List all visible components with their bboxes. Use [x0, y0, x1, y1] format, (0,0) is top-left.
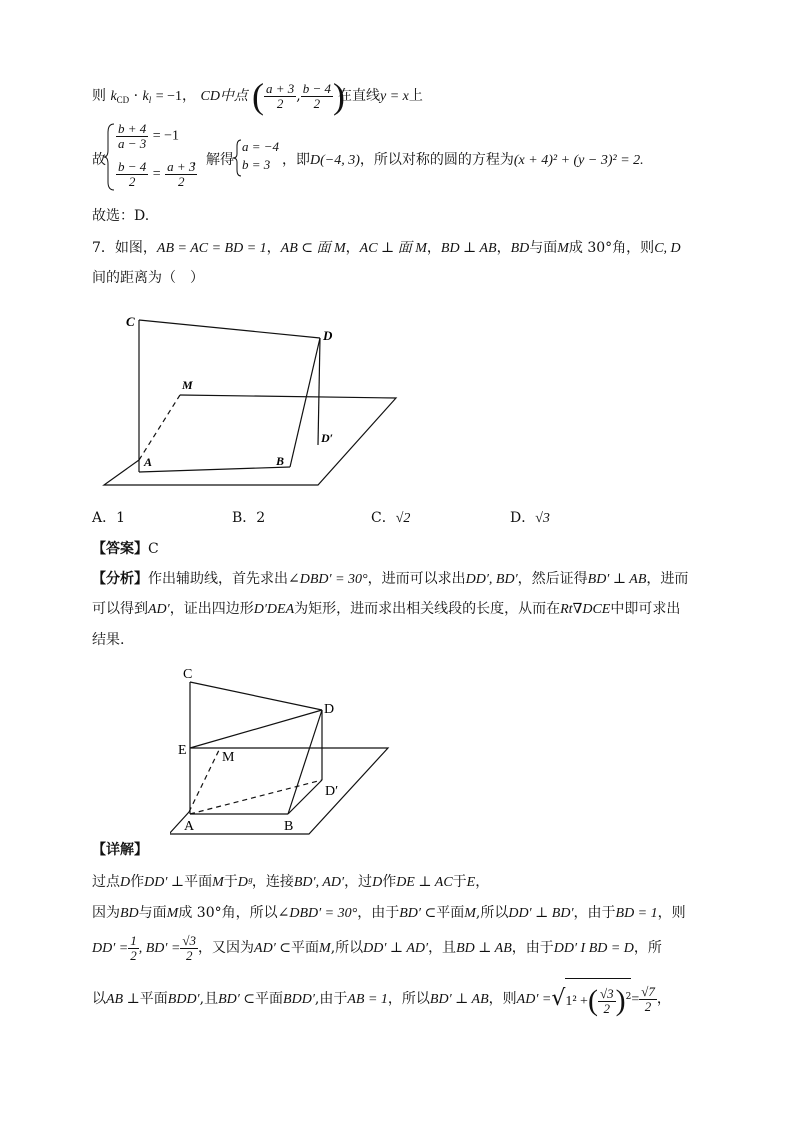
circle-equation: (x + 4)² + (y − 3)² = 2. — [513, 153, 644, 168]
text-ze: 则 — [92, 88, 106, 104]
answer-value: C — [148, 541, 159, 557]
q7-angle: 成 30°角，则 — [568, 240, 655, 256]
detail-text: ,且 — [199, 991, 219, 1007]
analysis-perp: BD′ ⊥ AB — [587, 572, 647, 587]
edge-ed — [190, 710, 322, 748]
detail-math: BD ⊥ AB — [456, 941, 512, 956]
detail-text: 与面 — [138, 905, 167, 921]
analysis-text: ，进而可以求出 — [367, 571, 466, 587]
detail-line4 — [92, 978, 671, 1020]
left-paren: ( — [587, 984, 598, 1017]
label-a-2: A — [184, 819, 195, 834]
detail-text: ，连接 — [251, 874, 294, 890]
frac-den: 2 — [130, 947, 137, 963]
detail-math: AD′ = — [516, 992, 552, 1007]
sys1-num: b + 4 — [118, 121, 147, 136]
analysis-quad: D′DEA — [253, 602, 295, 617]
line2-result — [282, 150, 644, 171]
detail-text: ，所 — [633, 940, 662, 956]
answer-select: 故选：D. — [92, 208, 150, 224]
detail-text: 平面 — [436, 905, 465, 921]
sys2-eq: = — [152, 166, 161, 182]
detail-text: 平面 — [139, 991, 168, 1007]
detail-text: 作 — [130, 874, 145, 890]
detail-text: ， — [475, 874, 490, 890]
detail-math: DD′ = — [92, 941, 129, 956]
detail-math: Dᵍ — [237, 875, 252, 890]
frac-den: 2 — [185, 947, 193, 963]
sol-b: b = 3 — [242, 157, 271, 172]
sep: ， — [266, 240, 281, 256]
detail-math: E — [466, 875, 476, 890]
sys2-rnum: a + 3 — [167, 159, 196, 174]
detail-text: 以 — [92, 991, 106, 1007]
detail-math: M — [166, 906, 179, 921]
label-c-2: C — [183, 667, 193, 682]
left-paren: ( — [252, 76, 264, 116]
detail-text: 平面 — [184, 874, 213, 890]
solution-values — [242, 138, 279, 174]
option-c-value: √2 — [395, 511, 411, 526]
detail-text: 于 — [452, 874, 467, 890]
detail-math: D — [120, 875, 131, 890]
text-then: ，即 — [282, 152, 310, 168]
detail-text: 因为 — [92, 905, 120, 921]
detail-math: BD′ ⊥ AB — [429, 992, 489, 1007]
detail-math: BD′ ⊂ — [399, 906, 437, 921]
edge-dd-prime — [318, 338, 320, 445]
detail-math: ∠DBD′ = 30° — [277, 906, 358, 921]
detail-text: ，则 — [657, 905, 686, 921]
sqrt-sign: √ — [551, 986, 566, 1011]
analysis-text: 中即可求出 — [610, 601, 681, 617]
label-b: B — [276, 454, 285, 468]
edge-ad-prime — [190, 780, 322, 814]
right-paren: ) — [615, 984, 626, 1017]
squared: 2 — [625, 992, 632, 1002]
detail-line1 — [92, 872, 489, 893]
text-gu: 故 — [92, 152, 106, 168]
label-e-2: E — [178, 743, 187, 758]
text-solve: ，解得 — [192, 152, 234, 168]
detail-text: 作 — [382, 874, 397, 890]
detail-text: 于 — [223, 874, 238, 890]
sol-a: a = −4 — [242, 139, 280, 154]
detail-text: ，由于 — [357, 905, 400, 921]
detail-math: DE ⊥ AC — [396, 875, 453, 890]
detail-math: DD′ ⊥ — [144, 875, 185, 890]
system-eq-1 — [116, 122, 179, 151]
label-b-2: B — [284, 819, 294, 834]
sys2-rden: 2 — [177, 174, 185, 189]
figure-1 — [90, 300, 410, 490]
frac2-num: b − 4 — [302, 80, 332, 96]
analysis-line1 — [92, 569, 688, 590]
sep: ， — [426, 240, 441, 256]
option-d-prefix: D． — [510, 510, 536, 526]
sqrt-body — [565, 978, 631, 1020]
option-d-value: √3 — [535, 511, 550, 526]
frac-num: 1 — [130, 932, 137, 948]
analysis-line2 — [92, 599, 680, 620]
q7-cond4: BD ⊥ AB — [440, 241, 497, 256]
detail-text: ，过 — [344, 874, 373, 890]
detail-math: M — [319, 941, 331, 956]
sys1-den: a − 3 — [118, 136, 147, 151]
frac1-den: 2 — [276, 95, 284, 111]
detail-text: 平面 — [255, 991, 284, 1007]
detail-line2 — [92, 903, 686, 924]
q7-line1 — [92, 238, 681, 259]
figure-2 — [170, 662, 400, 837]
q7-cond1: AB = AC = BD = 1 — [156, 241, 267, 256]
comma: ， — [182, 88, 197, 104]
option-c-prefix: C． — [371, 510, 396, 526]
analysis-triangle: Rt∇DCE — [560, 602, 611, 617]
on-line-text — [338, 86, 423, 107]
detail-text: ，且 — [428, 940, 457, 956]
label-d-prime: D′ — [321, 431, 334, 445]
edge-ab — [139, 467, 290, 472]
detail-text: ， — [656, 991, 671, 1007]
detail-math: BDD′ — [167, 992, 200, 1007]
label-d-2: D — [324, 702, 335, 717]
label-m: M — [182, 378, 193, 392]
detail-text: ，又因为 — [198, 940, 255, 956]
label-c: C — [126, 314, 135, 329]
sep: ， — [345, 240, 360, 256]
suffix-shang: 上 — [408, 88, 423, 104]
detail-math: 1² + — [565, 994, 588, 1009]
midpoint-coords: ( $\frac{a + 3}{2}$ , $\frac{b - 4}{2}$ ) — [252, 76, 346, 116]
detail-math: M — [464, 906, 476, 921]
plane-hidden-edge — [139, 395, 180, 460]
option-b: B．2 — [232, 510, 266, 526]
detail-math: BD′ ⊂ — [218, 992, 256, 1007]
detail-math: D — [372, 875, 383, 890]
plane-hidden-edge-2 — [189, 748, 220, 812]
detail-text: 过点 — [92, 874, 120, 890]
frac1-num: a + 3 — [266, 80, 295, 96]
frac-num: √3 — [599, 985, 614, 1001]
q7-intro: 7．如图， — [92, 240, 157, 256]
k-l: k — [142, 89, 149, 104]
detail-text: ，则 — [488, 991, 517, 1007]
analysis-line3: 结果. — [92, 632, 125, 648]
detail-text: ,由于 — [314, 991, 348, 1007]
detail-math: BD = 1 — [615, 906, 658, 921]
detail-math: DD′ ⊥ BD′ — [508, 906, 574, 921]
system-brace — [104, 122, 116, 192]
q7-bd: BD — [510, 241, 530, 256]
frac2-den: 2 — [313, 95, 321, 111]
analysis-tag: 【分析】 — [92, 571, 148, 587]
q7-cond3: AC ⊥ 面 M — [359, 241, 427, 256]
detail-math: M — [212, 875, 224, 890]
detail-math: AB = 1 — [347, 992, 388, 1007]
frac-num: √7 — [641, 983, 655, 999]
dot: · — [133, 88, 139, 104]
q7-m: M — [557, 241, 569, 256]
analysis-angle: ∠DBD′ = 30° — [288, 572, 368, 587]
text-result: ，所以对称的圆的方程为 — [359, 152, 514, 168]
cd-midpoint-text: CD中点 — [200, 89, 248, 104]
detail-text: ,所以 — [330, 940, 364, 956]
sys2-lden: 2 — [128, 174, 136, 189]
analysis-segments: DD′, BD′ — [465, 572, 518, 587]
sep: ， — [496, 240, 511, 256]
detail-text: ，所以 — [387, 991, 430, 1007]
detail-math: AD′ ⊂ — [254, 941, 292, 956]
detail-math: AB ⊥ — [106, 992, 140, 1007]
q7-yumian: 与面 — [529, 240, 558, 256]
solution-line-1 — [92, 86, 248, 110]
detail-text: 平面 — [291, 940, 320, 956]
point-d: D(−4, 3) — [310, 153, 360, 168]
option-d — [510, 508, 550, 529]
k-l-sub: l — [148, 95, 152, 105]
k-cd: k — [110, 89, 117, 104]
option-a: A．1 — [92, 510, 126, 526]
analysis-text: 作出辅助线，首先求出 — [148, 571, 288, 587]
edge-bd — [290, 338, 320, 467]
right-paren: ) — [333, 76, 346, 116]
line-equation: y = x — [380, 89, 409, 104]
analysis-text: ，进而 — [646, 571, 689, 587]
answer-line — [92, 539, 159, 559]
edge-cd-2 — [190, 682, 322, 710]
detail-text: ，由于 — [511, 940, 554, 956]
sys1-rhs: = −1 — [152, 128, 180, 144]
detail-text: ，由于 — [573, 905, 616, 921]
detail-line3 — [92, 930, 662, 967]
detail-math: BDD′ — [283, 992, 315, 1007]
detail-math: BD′, AD′ — [293, 875, 345, 890]
detail-math: , BD′ = — [138, 941, 181, 956]
eq-neg-one: = −1 — [155, 89, 183, 104]
detail-math: BD — [120, 906, 139, 921]
edge-cd — [139, 320, 320, 338]
label-m-2: M — [222, 750, 235, 765]
option-c — [371, 508, 410, 529]
label-d-prime-2: D′ — [325, 784, 339, 799]
detail-tag: 【详解】 — [92, 842, 148, 858]
system-eq-2 — [116, 160, 197, 189]
answer-tag: 【答案】 — [92, 541, 148, 557]
q7-cd: C, D — [654, 241, 681, 256]
q7-line2: 间的距离为（ ） — [92, 270, 204, 286]
detail-math: = — [631, 992, 640, 1007]
label-a: A — [144, 455, 153, 469]
detail-text: ,所以 — [475, 905, 509, 921]
analysis-ad: AD′ — [148, 602, 170, 617]
label-d: D — [323, 328, 333, 343]
detail-text: 成 30°角，所以 — [178, 905, 278, 921]
analysis-text: 可以得到 — [92, 601, 148, 617]
detail-math: DD′ I BD = D — [553, 941, 634, 956]
analysis-text: 为矩形，进而求出相关线段的长度，从而在 — [294, 601, 561, 617]
detail-math: DD′ ⊥ AD′ — [363, 941, 429, 956]
frac-den: 2 — [603, 1000, 611, 1016]
frac-den: 2 — [644, 998, 652, 1014]
analysis-text: ，证出四边形 — [169, 601, 254, 617]
sys2-lnum: b − 4 — [118, 159, 147, 174]
q7-cond2: AB ⊂ 面 M — [280, 241, 346, 256]
on-line-label: 在直线 — [338, 88, 380, 104]
frac-num: √3 — [182, 932, 197, 948]
edge-bd-2 — [288, 710, 322, 814]
analysis-text: ，然后证得 — [517, 571, 588, 587]
k-cd-sub: CD — [116, 95, 130, 105]
